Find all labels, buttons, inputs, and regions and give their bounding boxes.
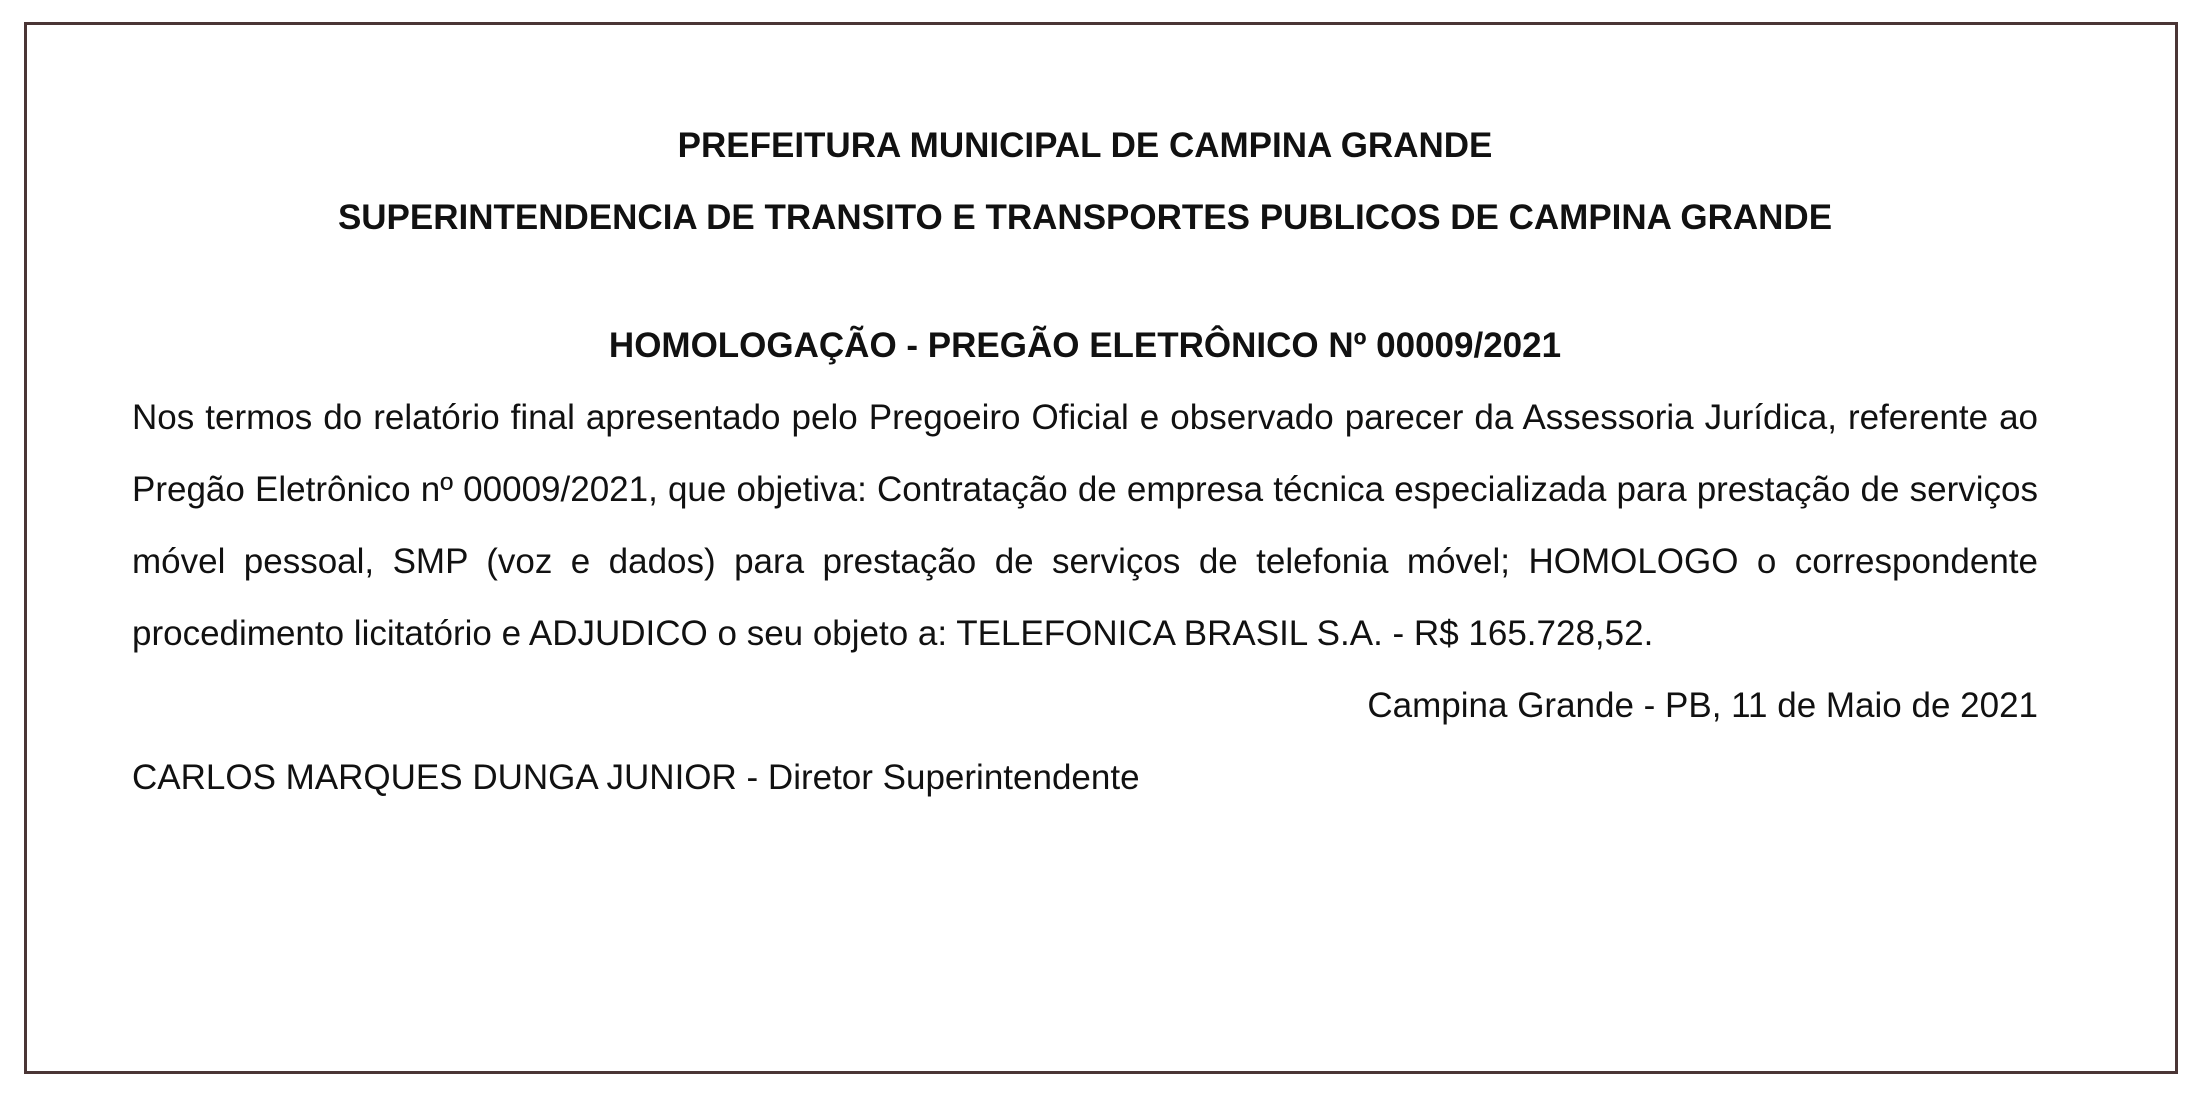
date-place: Campina Grande - PB, 11 de Maio de 2021 xyxy=(1367,686,2038,725)
signature-line: CARLOS MARQUES DUNGA JUNIOR - Diretor Superintendente xyxy=(132,758,1140,797)
document-content xyxy=(132,110,2038,814)
document-body: Nos termos do relatório final apresentado pelo Pregoeiro Oficial e observado parecer da Assessoria Jurídica, referente ao Pregão Eletrônico nº 00009/2021, que objetiva: Contratação de empresa técnica especializada para prestação de serviços móvel pessoal, SMP (voz e dados) para prestação de serviços de telefonia móvel; HOMOLOGO o correspondente procedimento licitatório e ADJUDICO o seu objeto a: TELEFONICA BRASIL S.A. - R$ 165.728,52. xyxy=(132,398,2038,653)
section-spacer xyxy=(132,254,2038,310)
header-agency: SUPERINTENDENCIA DE TRANSITO E TRANSPORTES PUBLICOS DE CAMPINA GRANDE xyxy=(337,198,1833,237)
header-municipality: PREFEITURA MUNICIPAL DE CAMPINA GRANDE xyxy=(677,126,1493,165)
document-title: HOMOLOGAÇÃO - PREGÃO ELETRÔNICO Nº 00009/2021 xyxy=(608,326,1562,365)
